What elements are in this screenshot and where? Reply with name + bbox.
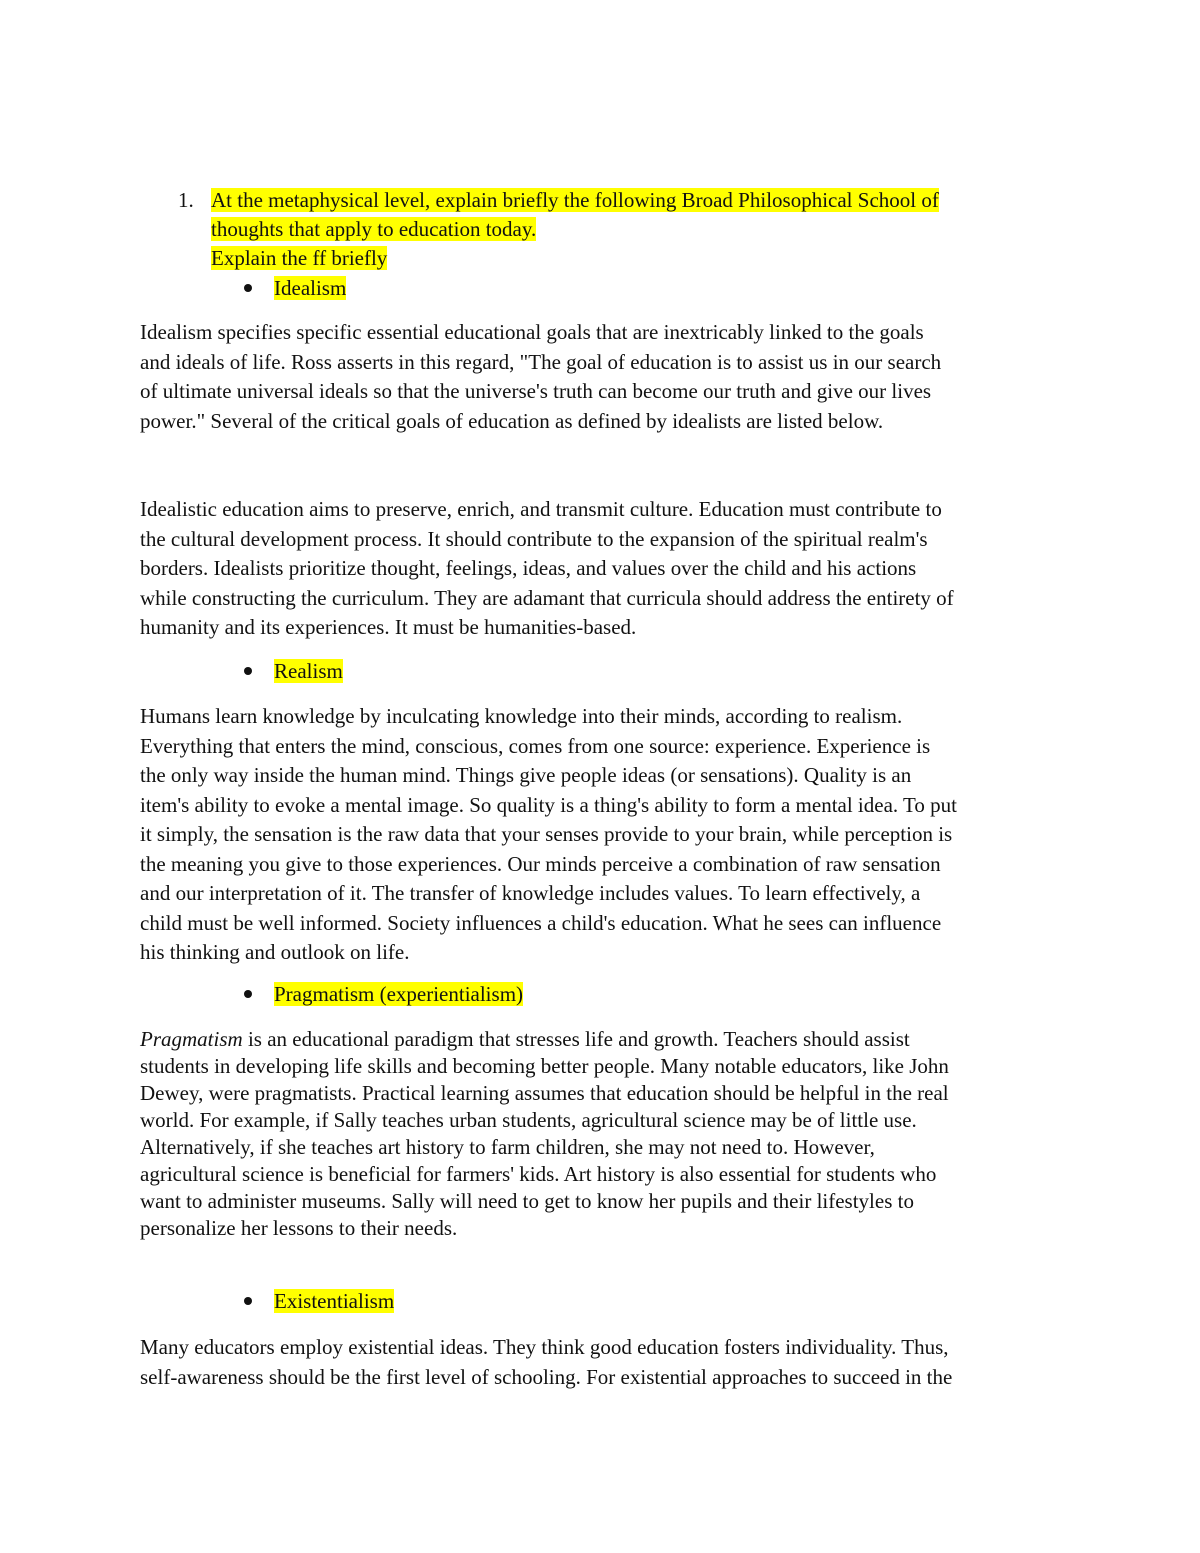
- paragraph-line: Many educators employ existential ideas. They think good education fosters individuality. Thus,: [140, 1335, 949, 1359]
- paragraph-line: his thinking and outlook on life.: [140, 940, 410, 964]
- paragraph-line: the cultural development process. It should contribute to the expansion of the spiritual realm's: [140, 526, 928, 551]
- paragraph-line: it simply, the sensation is the raw data that your senses provide to your brain, while perception is: [140, 822, 953, 846]
- paragraph-line: [140, 1026, 1070, 1053]
- paragraph-idealism-2: [140, 495, 1070, 643]
- paragraph-line: borders. Idealists prioritize thought, feelings, ideas, and values over the child and his actions: [140, 556, 917, 580]
- paragraph-line: world. For example, if Sally teaches urban students, agricultural science may be of little use.: [140, 1108, 917, 1132]
- question-line-2: [211, 215, 536, 243]
- paragraph-line: and ideals of life. Ross asserts in this regard, "The goal of education is to assist us in our search: [140, 349, 942, 374]
- paragraph-line: students in developing life skills and becoming better people. Many notable educators, like John: [140, 1054, 949, 1078]
- heading-existentialism: [244, 1287, 394, 1315]
- paragraph-line: Humans learn knowledge by inculcating knowledge into their minds, according to realism.: [140, 704, 903, 728]
- paragraph-line: Dewey, were pragmatists. Practical learning assumes that education should be helpful in the real: [140, 1081, 949, 1105]
- paragraph-pragmatism: [140, 1026, 1070, 1242]
- bullet-icon: [244, 1297, 252, 1305]
- heading-pragmatism: [244, 980, 523, 1008]
- paragraph-existentialism: [140, 1333, 1070, 1392]
- paragraph-line: of ultimate universal ideals so that the universe's truth can become our truth and give our lives: [140, 379, 932, 403]
- paragraph-line-rest: is an educational paradigm that stresses life and growth. Teachers should assist: [242, 1027, 910, 1051]
- paragraph-line: and our interpretation of it. The transfer of knowledge includes values. To learn effectively, a: [140, 881, 921, 905]
- paragraph-line: humanity and its experiences. It must be humanities-based.: [140, 615, 637, 639]
- paragraph-line: want to administer museums. Sally will need to get to know her pupils and their lifestyles to: [140, 1189, 914, 1213]
- paragraph-line: child must be well informed. Society influences a child's education. What he sees can influence: [140, 910, 942, 935]
- question-line-3: [211, 244, 387, 272]
- paragraph-line: Everything that enters the mind, conscious, comes from one source: experience. Experience is: [140, 733, 931, 758]
- heading-idealism: [244, 274, 346, 302]
- paragraph-line: Alternatively, if she teaches art history to farm children, she may not need to. However,: [140, 1135, 875, 1159]
- paragraph-line: agricultural science is beneficial for farmers' kids. Art history is also essential for students who: [140, 1162, 937, 1186]
- heading-realism: [244, 657, 343, 685]
- paragraph-line: self-awareness should be the first level of schooling. For existential approaches to succeed in the: [140, 1364, 953, 1389]
- bullet-icon: [244, 990, 252, 998]
- heading-label: Pragmatism (experientialism): [274, 982, 524, 1006]
- paragraph-line: the only way inside the human mind. Things give people ideas (or sensations). Quality is an: [140, 763, 912, 787]
- bullet-icon: [244, 667, 252, 675]
- paragraph-line: the meaning you give to those experiences. Our minds perceive a combination of raw sensation: [140, 851, 941, 876]
- paragraph-line: Idealism specifies specific essential educational goals that are inextricably linked to the goals: [140, 320, 924, 344]
- paragraph-line: Idealistic education aims to preserve, enrich, and transmit culture. Education must contribute to: [140, 497, 942, 521]
- bullet-icon: [244, 284, 252, 292]
- paragraph-line: while constructing the curriculum. They are adamant that curricula should address the entirety of: [140, 585, 954, 610]
- heading-label: Realism: [274, 659, 343, 683]
- paragraph-realism: [140, 702, 1070, 968]
- paragraph-idealism-1: [140, 318, 1070, 436]
- question-text-1: At the metaphysical level, explain briefly the following Broad Philosophical School of: [211, 188, 939, 212]
- question-line-1: [211, 186, 939, 214]
- question-number: 1.: [178, 188, 194, 212]
- paragraph-line: personalize her lessons to their needs.: [140, 1216, 458, 1240]
- question-text-2: thoughts that apply to education today.: [211, 217, 537, 241]
- paragraph-line: power." Several of the critical goals of education as defined by idealists are listed below.: [140, 408, 884, 433]
- italic-term: Pragmatism: [140, 1027, 243, 1051]
- heading-label: Existentialism: [274, 1289, 395, 1313]
- heading-label: Idealism: [274, 276, 347, 300]
- paragraph-line: item's ability to evoke a mental image. So quality is a thing's ability to form a mental idea. To put: [140, 792, 957, 817]
- question-text-3: Explain the ff briefly: [211, 246, 388, 270]
